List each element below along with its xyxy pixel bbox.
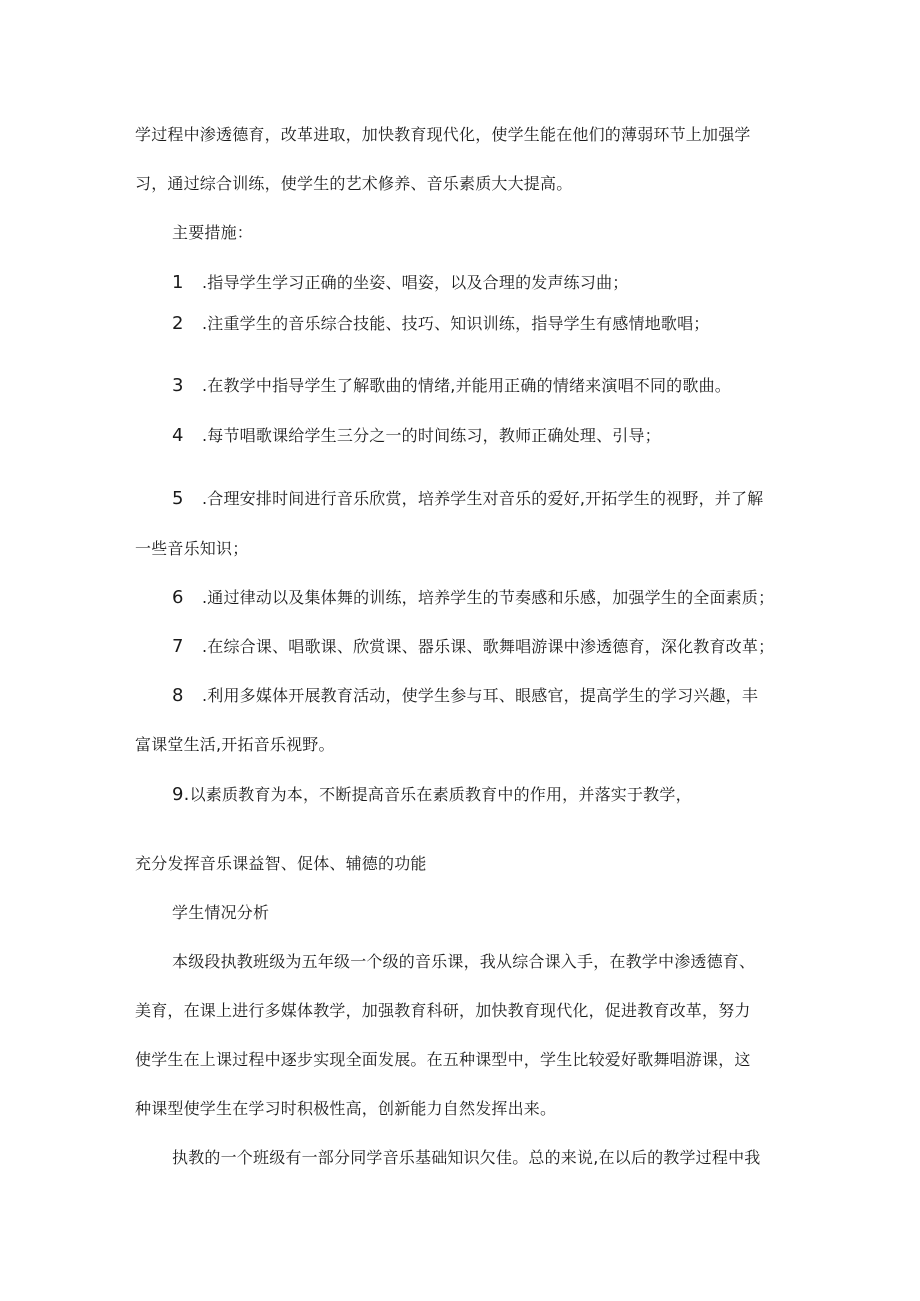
analysis-p1-line-3: 使学生在上课过程中逐步实现全面发展。在五种课型中，学生比较爱好歌舞唱游课，这 bbox=[135, 1050, 751, 1069]
measures-heading: 主要措施： bbox=[172, 223, 254, 242]
measure-text: .每节唱歌课给学生三分之一的时间练习，教师正确处理、引导； bbox=[202, 426, 661, 445]
measure-number: 9. bbox=[172, 784, 190, 805]
measure-text: .注重学生的音乐综合技能、技巧、知识训练，指导学生有感情地歌唱； bbox=[202, 314, 710, 333]
measure-item-7 bbox=[172, 636, 774, 658]
measure-number: 2 bbox=[172, 313, 184, 334]
measure-number: 6 bbox=[172, 587, 184, 608]
analysis-p1-line-2: 美育，在课上进行多媒体教学，加强教育科研，加快教育现代化，促进教育改革，努力 bbox=[135, 1001, 751, 1020]
measure-number: 5 bbox=[172, 488, 184, 509]
analysis-p1-line-1: 本级段执教班级为五年级一个级的音乐课，我从综合课入手，在教学中渗透德育、 bbox=[172, 952, 756, 971]
measure-item-8-continuation: 富课堂生活,开拓音乐视野。 bbox=[135, 735, 335, 754]
measure-text: .在综合课、唱歌课、欣赏课、器乐课、歌舞唱游课中渗透德育，深化教育改革； bbox=[202, 637, 775, 656]
intro-line-2: 习，通过综合训练，使学生的艺术修养、音乐素质大大提高。 bbox=[135, 174, 573, 193]
measure-number: 8 bbox=[172, 685, 184, 706]
measure-text: .合理安排时间进行音乐欣赏，培养学生对音乐的爱好,开拓学生的视野，并了解 bbox=[202, 489, 764, 508]
measure-item-3 bbox=[172, 375, 731, 397]
analysis-p2-line-1: 执教的一个班级有一部分同学音乐基础知识欠佳。总的来说,在以后的教学过程中我 bbox=[172, 1148, 761, 1167]
measure-number: 1 bbox=[172, 272, 184, 293]
measure-item-1 bbox=[172, 272, 629, 294]
measure-text: .利用多媒体开展教育活动，使学生参与耳、眼感官，提高学生的学习兴趣，丰 bbox=[202, 686, 759, 705]
measure-number: 3 bbox=[172, 375, 184, 396]
measure-text: .指导学生学习正确的坐姿、唱姿，以及合理的发声练习曲； bbox=[202, 273, 629, 292]
measure-item-4 bbox=[172, 425, 661, 447]
measure-item-2 bbox=[172, 313, 710, 335]
measure-text: .通过律动以及集体舞的训练，培养学生的节奏感和乐感，加强学生的全面素质； bbox=[202, 588, 775, 607]
measure-item-5-continuation: 一些音乐知识； bbox=[135, 539, 249, 558]
analysis-heading: 学生情况分析 bbox=[172, 903, 270, 922]
intro-line-1: 学过程中渗透德育，改革进取，加快教育现代化，使学生能在他们的薄弱环节上加强学 bbox=[135, 125, 751, 144]
measure-number: 4 bbox=[172, 425, 184, 446]
measure-number: 7 bbox=[172, 636, 184, 657]
measure-item-9 bbox=[172, 784, 692, 806]
measure-item-9-continuation: 充分发挥音乐课益智、促体、辅德的功能 bbox=[135, 854, 427, 873]
measure-item-5 bbox=[172, 488, 763, 510]
measure-text: 以素质教育为本，不断提高音乐在素质教育中的作用，并落实于教学， bbox=[189, 785, 692, 804]
measure-item-6 bbox=[172, 587, 774, 609]
measure-item-8 bbox=[172, 685, 758, 707]
analysis-p1-line-4: 种课型使学生在学习时积极性高，创新能力自然发挥出来。 bbox=[135, 1099, 557, 1118]
measure-text: .在教学中指导学生了解歌曲的情绪,并能用正确的情绪来演唱不同的歌曲。 bbox=[202, 376, 731, 395]
